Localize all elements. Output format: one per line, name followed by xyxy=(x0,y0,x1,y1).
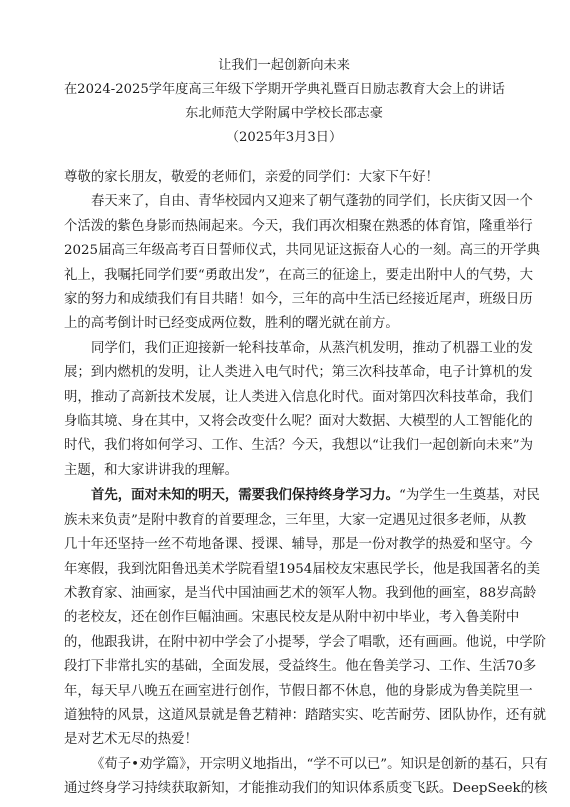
paragraph-line: 时代，我们将如何学习、工作、生活？今天，我想以“让我们一起创新向未来”为 xyxy=(64,438,533,454)
paragraph-line: 家的努力和成绩我们有目共睹！如今，三年的高中生活已经接近尾声，班级日历 xyxy=(64,292,533,308)
paragraph-line: 礼上，我嘱托同学们要“勇敢出发”，在高三的征途上，要走出附中人的气势，大 xyxy=(64,267,533,283)
bold-lead-sentence: 首先，面对未知的明天，需要我们保持终身学习力。 xyxy=(91,487,399,504)
speaker-line: 东北师范大学附属中学校长邵志豪 xyxy=(185,106,383,121)
paragraph-line: 段打下非常扎实的基础，全面发展，受益终生。他在鲁美学习、工作、生活70多 xyxy=(64,659,537,675)
paragraph-line: 个活泼的紫色身影而热闹起来。今天，我们再次相聚在熟悉的体育馆，隆重举行 xyxy=(64,218,533,234)
paragraph-line: 术教育家、油画家，是当代中国油画艺术的领军人物。我到他的画室，88岁高龄 xyxy=(64,585,537,601)
paragraph-line: 的，他跟我讲，在附中初中学会了小提琴，学会了唱歌，还有画画。他说，中学阶 xyxy=(64,634,547,650)
paragraph-line: 通过终身学习持续获取新知，才能推动我们的知识体系质变飞跃。DeepSeek的核 xyxy=(64,781,548,797)
first-line-rest: “为学生一生奠基，对民 xyxy=(398,488,540,504)
paragraph-first-line xyxy=(64,483,540,508)
paragraph-line: 展；到内燃机的发明，让人类进入电气时代；第三次科技革命，电子计算机的发 xyxy=(64,365,533,381)
paragraph-line: 《荀子•劝学篇》，开宗明义地指出，“学不可以已”。知识是创新的基石，只有 xyxy=(91,756,548,772)
paragraph-line: 是对艺术无尽的热爱！ xyxy=(64,732,198,748)
paragraph-line: 身临其境、身在其中，又将会改变什么呢？面对大数据、大模型的人工智能化的 xyxy=(64,414,533,430)
header-spacer xyxy=(64,150,504,166)
paragraph-line: 年寒假，我到沈阳鲁迅美术学院看望1954届校友宋惠民学长，他是我国著名的美 xyxy=(64,561,540,577)
paragraph-line: 上的高考倒计时已经变成两位数，胜利的曙光就在前方。 xyxy=(64,316,399,332)
greeting-line: 尊敬的家长朋友，敬爱的老师们，亲爱的同学们：大家下午好！ xyxy=(64,170,439,185)
paragraph-line: 明，推动了高新技术发展，让人类进入信息化时代。面对第四次科技革命，我们 xyxy=(64,389,533,405)
speech-title: 让我们一起创新向未来 xyxy=(218,58,350,73)
paragraph-line: 主题，和大家讲讲我的理解。 xyxy=(64,462,239,478)
paragraph-line: 几十年还坚持一丝不苟地备课、授课、辅导，那是一份对教学的热爱和坚守。今 xyxy=(64,537,533,553)
paragraph-line: 族未来负责”是附中教育的首要理念，三年里，大家一定遇见过很多老师，从教 xyxy=(64,512,527,528)
speech-date: （2025年3月3日） xyxy=(225,130,343,145)
paragraph-line: 道独特的风景，这道风景就是鲁艺精神：踏踏实实、吃苦耐劳、团队协作，还有就 xyxy=(64,707,547,723)
paragraph-line: 的老校友，还在创作巨幅油画。宋惠民校友是从附中初中毕业，考入鲁美附中 xyxy=(64,610,520,626)
paragraph-line: 春天来了，自由、青华校园内又迎来了朝气蓬勃的同学们，长庆街又因一个 xyxy=(91,194,533,210)
paragraph-line: 同学们，我们正迎接新一轮科技革命，从蒸汽机发明，推动了机器工业的发 xyxy=(91,340,533,356)
paragraph-line: 年，每天早八晚五在画室进行创作，节假日都不休息，他的身影成为鲁美院里一 xyxy=(64,683,533,699)
speech-subtitle: 在2024-2025学年度高三年级下学期开学典礼暨百日励志教育大会上的讲话 xyxy=(64,82,505,97)
paragraph-line: 2025届高三年级高考百日誓师仪式，共同见证这振奋人心的一刻。高三的开学典 xyxy=(64,243,540,259)
